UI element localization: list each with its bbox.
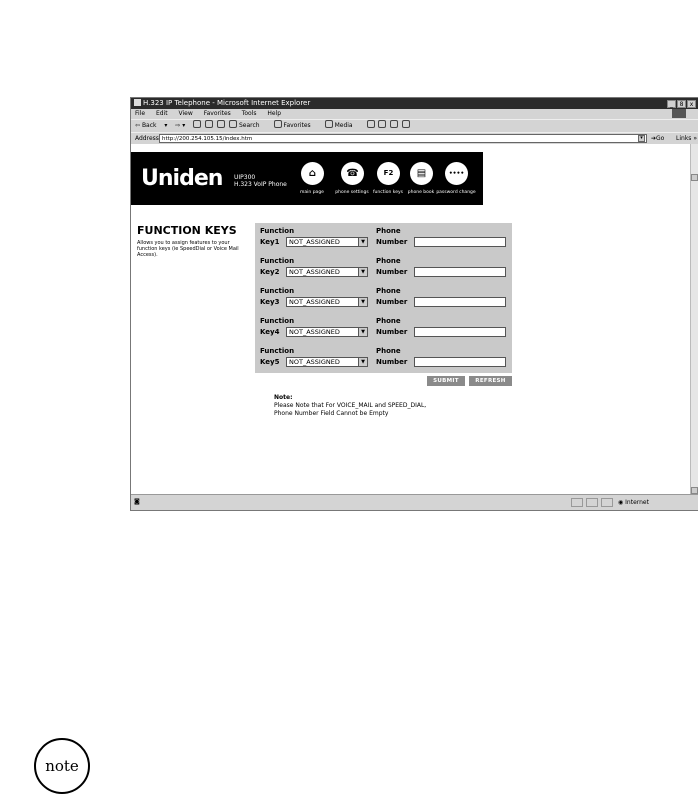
links-button[interactable]: Links » bbox=[676, 135, 697, 142]
phone-settings-icon[interactable]: ☎ bbox=[341, 162, 364, 185]
favorites-button[interactable] bbox=[274, 122, 317, 129]
chevron-down-icon: ▼ bbox=[358, 328, 367, 336]
nav-phone-settings-label[interactable]: phone settings bbox=[335, 190, 369, 195]
brand-logo: Uniden bbox=[141, 166, 223, 191]
phone-label: Phone bbox=[376, 227, 401, 235]
header-banner bbox=[131, 152, 483, 205]
function-label: Function bbox=[260, 317, 295, 325]
key1-phone-number-input[interactable] bbox=[414, 237, 506, 247]
favorites-label: Favorites bbox=[283, 122, 311, 129]
go-button[interactable]: ➔Go bbox=[651, 135, 665, 142]
key-label: Key2 bbox=[260, 268, 280, 276]
key-row bbox=[260, 227, 510, 253]
key-row bbox=[260, 257, 510, 283]
select-value: NOT_ASSIGNED bbox=[289, 298, 340, 306]
number-label: Number bbox=[376, 238, 408, 246]
title-bar bbox=[131, 98, 698, 109]
password-icon[interactable]: •••• bbox=[445, 162, 468, 185]
refresh-button[interactable]: REFRESH bbox=[469, 376, 512, 386]
nav-phone-book-label[interactable]: phone book bbox=[407, 190, 435, 195]
select-value: NOT_ASSIGNED bbox=[289, 358, 340, 366]
note-line-1: Please Note that For VOICE_MAIL and SPEED_DIAL, bbox=[274, 402, 427, 409]
favorites-icon bbox=[274, 120, 282, 128]
menu-favorites[interactable]: Favorites bbox=[203, 110, 231, 117]
windows-logo-icon bbox=[672, 109, 686, 118]
address-label: Address bbox=[135, 135, 159, 142]
number-label: Number bbox=[376, 298, 408, 306]
print-icon[interactable] bbox=[390, 120, 398, 128]
function-label: Function bbox=[260, 257, 295, 265]
chevron-down-icon: ▼ bbox=[358, 268, 367, 276]
chevron-down-icon: ▼ bbox=[358, 358, 367, 366]
media-button[interactable] bbox=[325, 122, 359, 129]
menu-edit[interactable]: Edit bbox=[155, 110, 168, 117]
select-value: NOT_ASSIGNED bbox=[289, 268, 340, 276]
phone-book-icon[interactable]: ▤ bbox=[410, 162, 433, 185]
function-keys-form bbox=[255, 223, 512, 373]
address-input[interactable]: http://200.254.105.15/index.htm bbox=[159, 134, 647, 143]
number-label: Number bbox=[376, 268, 408, 276]
submit-button[interactable]: SUBMIT bbox=[427, 376, 465, 386]
status-segment bbox=[601, 498, 613, 507]
note-text bbox=[274, 402, 494, 417]
refresh-icon[interactable] bbox=[205, 120, 213, 128]
function-keys-icon[interactable]: F2 bbox=[377, 162, 400, 185]
model-line-2: H.323 VoIP Phone bbox=[234, 181, 287, 188]
select-value: NOT_ASSIGNED bbox=[289, 238, 340, 246]
key2-phone-number-input[interactable] bbox=[414, 267, 506, 277]
search-label: Search bbox=[239, 122, 260, 129]
home-icon[interactable]: ⌂ bbox=[301, 162, 324, 185]
key5-function-select[interactable] bbox=[286, 357, 368, 367]
nav-password-change-label[interactable]: password change bbox=[436, 190, 476, 195]
nav-main-page-label[interactable]: main page bbox=[300, 190, 324, 195]
menu-help[interactable]: Help bbox=[267, 110, 282, 117]
function-label: Function bbox=[260, 347, 295, 355]
function-label: Function bbox=[260, 287, 295, 295]
back-button[interactable]: ⇦ Back ▾ bbox=[135, 122, 168, 129]
stop-icon[interactable] bbox=[193, 120, 201, 128]
function-label: Function bbox=[260, 227, 295, 235]
key3-function-select[interactable] bbox=[286, 297, 368, 307]
key4-function-select[interactable] bbox=[286, 327, 368, 337]
search-icon bbox=[229, 120, 237, 128]
key-row bbox=[260, 287, 510, 313]
key-row bbox=[260, 317, 510, 343]
edit-icon[interactable] bbox=[402, 120, 410, 128]
go-label: Go bbox=[656, 135, 665, 142]
nav-function-keys-label[interactable]: function keys bbox=[372, 190, 404, 195]
browser-window bbox=[130, 97, 698, 511]
page-viewport bbox=[131, 144, 690, 494]
key-label: Key3 bbox=[260, 298, 280, 306]
key3-phone-number-input[interactable] bbox=[414, 297, 506, 307]
note-line-2: Phone Number Field Cannot be Empty bbox=[274, 409, 389, 417]
history-icon[interactable] bbox=[367, 120, 375, 128]
forward-button[interactable]: ⇨ ▾ bbox=[175, 122, 186, 129]
number-label: Number bbox=[376, 328, 408, 336]
back-label: Back bbox=[141, 122, 157, 129]
key-label: Key4 bbox=[260, 328, 280, 336]
menu-tools[interactable]: Tools bbox=[241, 110, 257, 117]
key1-function-select[interactable] bbox=[286, 237, 368, 247]
menu-view[interactable]: View bbox=[178, 110, 193, 117]
page-title: FUNCTION KEYS bbox=[137, 224, 237, 237]
note-heading: Note: bbox=[274, 394, 293, 401]
key5-phone-number-input[interactable] bbox=[414, 357, 506, 367]
media-label: Media bbox=[334, 122, 353, 129]
ie-icon bbox=[134, 99, 141, 106]
note-badge: note bbox=[34, 738, 90, 794]
zone-indicator: ◉ Internet bbox=[618, 499, 649, 506]
toolbar bbox=[131, 119, 698, 132]
menu-file[interactable]: File bbox=[135, 110, 146, 117]
home-icon[interactable] bbox=[217, 120, 225, 128]
address-dropdown-icon[interactable]: ▾ bbox=[638, 135, 645, 142]
phone-label: Phone bbox=[376, 317, 401, 325]
menu-bar bbox=[131, 109, 698, 119]
page-status-icon: ◙ bbox=[134, 498, 140, 505]
model-line-1: UIP300 bbox=[234, 174, 256, 181]
status-bar bbox=[131, 494, 698, 511]
chevron-down-icon: ▼ bbox=[358, 298, 367, 306]
phone-label: Phone bbox=[376, 287, 401, 295]
media-icon bbox=[325, 120, 333, 128]
key4-phone-number-input[interactable] bbox=[414, 327, 506, 337]
number-label: Number bbox=[376, 358, 408, 366]
vertical-scrollbar[interactable] bbox=[690, 144, 698, 494]
window-title: H.323 IP Telephone - Microsoft Internet Explorer bbox=[143, 99, 311, 107]
phone-label: Phone bbox=[376, 257, 401, 265]
scroll-thumb[interactable] bbox=[691, 174, 698, 181]
key-row bbox=[260, 347, 510, 373]
key-label: Key5 bbox=[260, 358, 280, 366]
status-segment bbox=[571, 498, 583, 507]
model-name bbox=[234, 174, 287, 188]
close-button[interactable]: x bbox=[687, 100, 696, 108]
chevron-down-icon: ▼ bbox=[358, 238, 367, 246]
page-description: Allows you to assign features to your function keys (ie SpeedDial or Voice Mail Access). bbox=[137, 240, 239, 258]
status-segment bbox=[586, 498, 598, 507]
maximize-button[interactable]: 8 bbox=[677, 100, 686, 108]
zone-label: Internet bbox=[625, 499, 649, 506]
mail-icon[interactable] bbox=[378, 120, 386, 128]
scroll-down-arrow[interactable] bbox=[691, 487, 698, 494]
phone-label: Phone bbox=[376, 347, 401, 355]
search-button[interactable] bbox=[229, 122, 266, 129]
key2-function-select[interactable] bbox=[286, 267, 368, 277]
select-value: NOT_ASSIGNED bbox=[289, 328, 340, 336]
key-label: Key1 bbox=[260, 238, 280, 246]
minimize-button[interactable]: _ bbox=[667, 100, 676, 108]
